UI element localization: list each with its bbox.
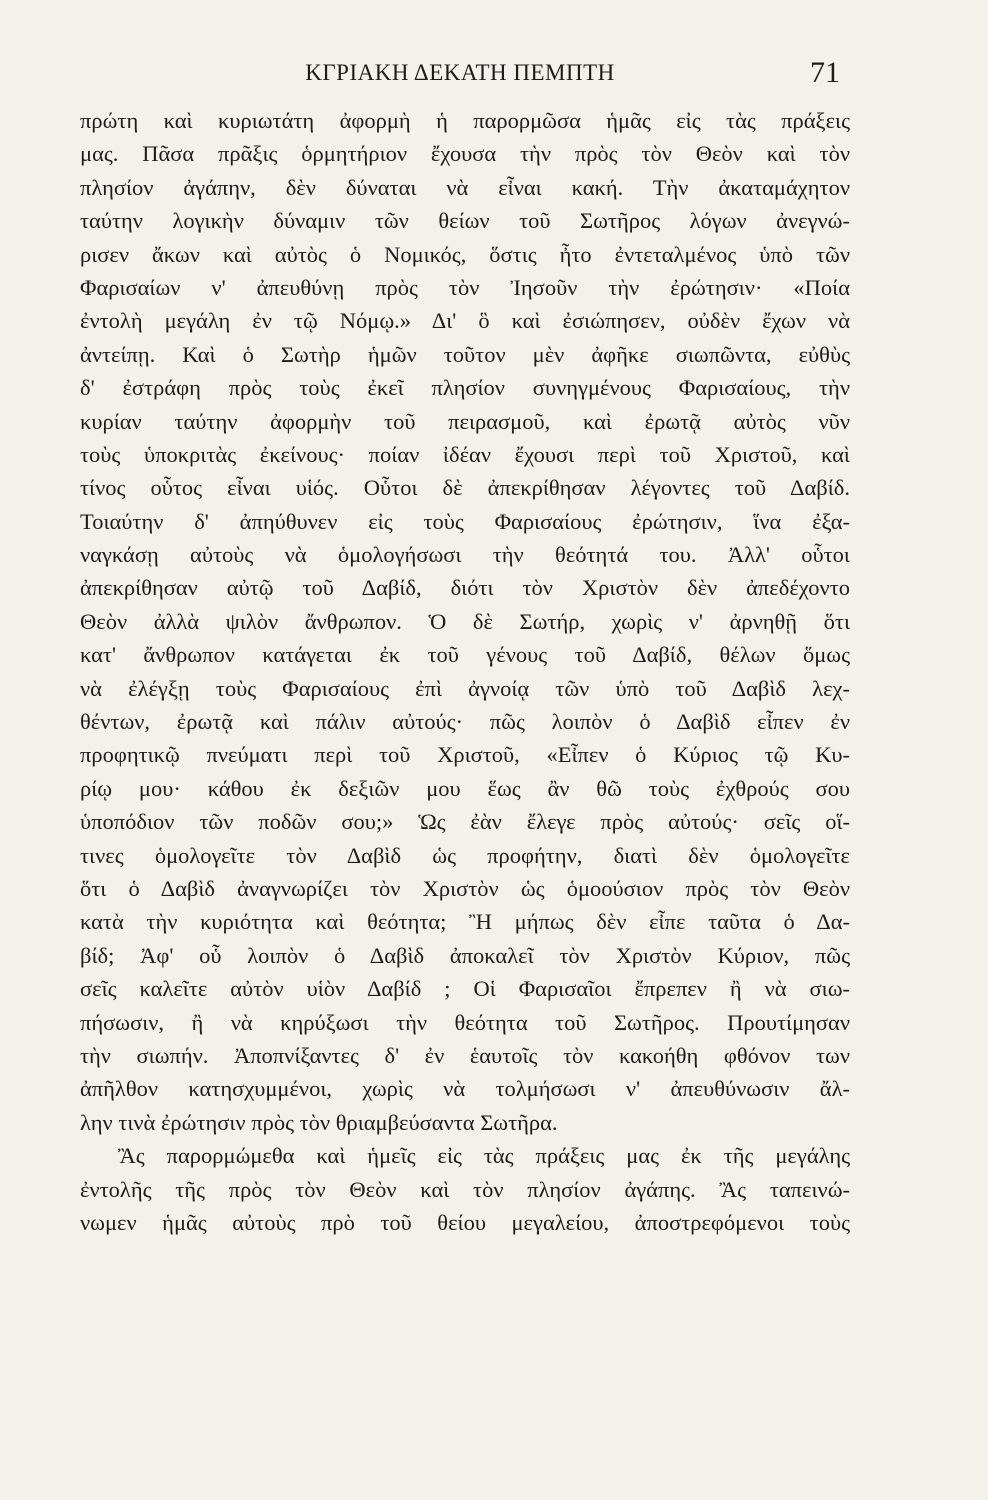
text-line: ὅτι ὁ Δαβὶδ ἀναγνωρίζει τὸν Χριστὸν ὡς ὁμοούσιον πρὸς τὸν Θεὸν — [80, 875, 850, 901]
text-line-paragraph-start: Ἂς παρορμώμεθα καὶ ἡμεῖς εἰς τὰς πράξεις μας ἐκ τῆς μεγάλης — [118, 1143, 850, 1169]
text-line: σεῖς καλεῖτε αὐτὸν υἱὸν Δαβίδ ; Οἱ Φαρισαῖοι ἔπρεπεν ἢ νὰ σιω- — [80, 976, 850, 1002]
text-line: Τοιαύτην δ' ἀπηύθυνεν εἰς τοὺς Φαρισαίους ἐρώτησιν, ἵνα ἐξα- — [80, 508, 850, 534]
text-line: νὰ ἐλέγξῃ τοὺς Φαρισαίους ἐπὶ ἀγνοίᾳ τῶν ὑπὸ τοῦ Δαβὶδ λεχ- — [80, 675, 850, 701]
text-line: κυρίαν ταύτην ἀφορμὴν τοῦ πειρασμοῦ, καὶ ἐρωτᾷ αὐτὸς νῦν — [80, 408, 850, 434]
text-line: νωμεν ἡμᾶς αὐτοὺς πρὸ τοῦ θείου μεγαλείου, ἀποστρεφόμενοι τοὺς — [80, 1209, 850, 1235]
text-line: τίνος οὗτος εἶναι υἱός. Οὗτοι δὲ ἀπεκρίθησαν λέγοντες τοῦ Δαβίδ. — [80, 475, 850, 501]
text-line-paragraph-end: λην τινὰ ἐρώτησιν πρὸς τὸν θριαμβεύσαντα Σωτῆρα. — [80, 1109, 558, 1135]
text-line: τοὺς ὑποκριτὰς ἐκείνους· ποίαν ἰδέαν ἔχουσι περὶ τοῦ Χριστοῦ, καὶ — [80, 441, 850, 467]
text-line: πρώτη καὶ κυριωτάτη ἀφορμὴ ἡ παρορμῶσα ἡμᾶς εἰς τὰς πράξεις — [80, 108, 850, 133]
page-number: 71 — [810, 56, 840, 89]
text-line: ἀπῆλθον κατησχυμμένοι, χωρὶς νὰ τολμήσωσι ν' ἀπευθύνωσιν ἄλ- — [80, 1076, 850, 1102]
text-line: πλησίον ἀγάπην, δὲν δύναται νὰ εἶναι κακή. Τὴν ἀκαταμάχητον — [80, 174, 850, 200]
text-line: τὴν σιωπήν. Ἀποπνίξαντες δ' ἐν ἑαυτοῖς τὸν κακοήθη φθόνον των — [80, 1042, 850, 1068]
text-line: κατὰ τὴν κυριότητα καὶ θεότητα; Ἢ μήπως δὲν εἶπε ταῦτα ὁ Δα- — [80, 909, 850, 935]
text-line: ἐντολὴ μεγάλη ἐν τῷ Νόμῳ.» Δι' ὃ καὶ ἐσιώπησεν, οὐδὲν ἔχων νὰ — [80, 308, 850, 334]
running-head — [80, 56, 840, 92]
text-line: ρίῳ μου· κάθου ἐκ δεξιῶν μου ἕως ἂν θῶ τοὺς ἐχθρούς σου — [80, 775, 850, 801]
text-line: κατ' ἄνθρωπον κατάγεται ἐκ τοῦ γένους τοῦ Δαβίδ, θέλων ὅμως — [80, 642, 850, 668]
text-line: ὑποπόδιον τῶν ποδῶν σου;» Ὡς ἐὰν ἔλεγε πρὸς αὐτούς· σεῖς οἵ- — [80, 809, 850, 835]
text-line: θέντων, ἐρωτᾷ καὶ πάλιν αὐτούς· πῶς λοιπὸν ὁ Δαβὶδ εἶπεν ἐν — [80, 709, 850, 735]
body-text — [80, 104, 850, 1239]
text-line: τινες ὁμολογεῖτε τὸν Δαβὶδ ὡς προφήτην, διατὶ δὲν ὁμολογεῖτε — [80, 842, 850, 868]
text-line: ἀντείπῃ. Καὶ ὁ Σωτὴρ ἡμῶν τοῦτον μὲν ἀφῆκε σιωπῶντα, εὐθὺς — [80, 341, 850, 367]
text-line: Φαρισαίων ν' ἀπευθύνῃ πρὸς τὸν Ἰησοῦν τὴν ἐρώτησιν· «Ποία — [80, 274, 850, 300]
text-line: πήσωσιν, ἢ νὰ κηρύξωσι τὴν θεότητα τοῦ Σωτῆρος. Προυτίμησαν — [80, 1009, 850, 1035]
text-line: ἐντολῆς τῆς πρὸς τὸν Θεὸν καὶ τὸν πλησίον ἀγάπης. Ἂς ταπεινώ- — [80, 1176, 850, 1202]
text-line: βίδ; Ἀφ' οὗ λοιπὸν ὁ Δαβὶδ ἀποκαλεῖ τὸν Χριστὸν Κύριον, πῶς — [80, 942, 850, 968]
text-line: προφητικῷ πνεύματι περὶ τοῦ Χριστοῦ, «Εἶπεν ὁ Κύριος τῷ Κυ- — [80, 742, 850, 768]
text-line: Θεὸν ἀλλὰ ψιλὸν ἄνθρωπον. Ὁ δὲ Σωτήρ, χωρὶς ν' ἀρνηθῇ ὅτι — [80, 608, 850, 634]
text-line: δ' ἐστράφη πρὸς τοὺς ἐκεῖ πλησίον συνηγμένους Φαρισαίους, τὴν — [80, 375, 850, 401]
text-line: ρισεν ἄκων καὶ αὐτὸς ὁ Νομικός, ὅστις ἦτο ἐντεταλμένος ὑπὸ τῶν — [80, 241, 850, 267]
text-line: ναγκάσῃ αὐτοὺς νὰ ὁμολογήσωσι τὴν θεότητά του. Ἀλλ' οὗτοι — [80, 542, 850, 568]
text-line: ταύτην λογικὴν δύναμιν τῶν θείων τοῦ Σωτῆρος λόγων ἀνεγνώ- — [80, 208, 850, 234]
text-line: ἀπεκρίθησαν αὐτῷ τοῦ Δαβίδ, διότι τὸν Χριστὸν δὲν ἀπεδέχοντο — [80, 575, 850, 601]
chapter-title: ΚΓΡΙΑΚΗ ΔΕΚΑΤΗ ΠΕΜΠΤΗ — [305, 60, 615, 85]
text-line: μας. Πᾶσα πρᾶξις ὁρμητήριον ἔχουσα τὴν πρὸς τὸν Θεὸν καὶ τὸν — [80, 141, 850, 167]
